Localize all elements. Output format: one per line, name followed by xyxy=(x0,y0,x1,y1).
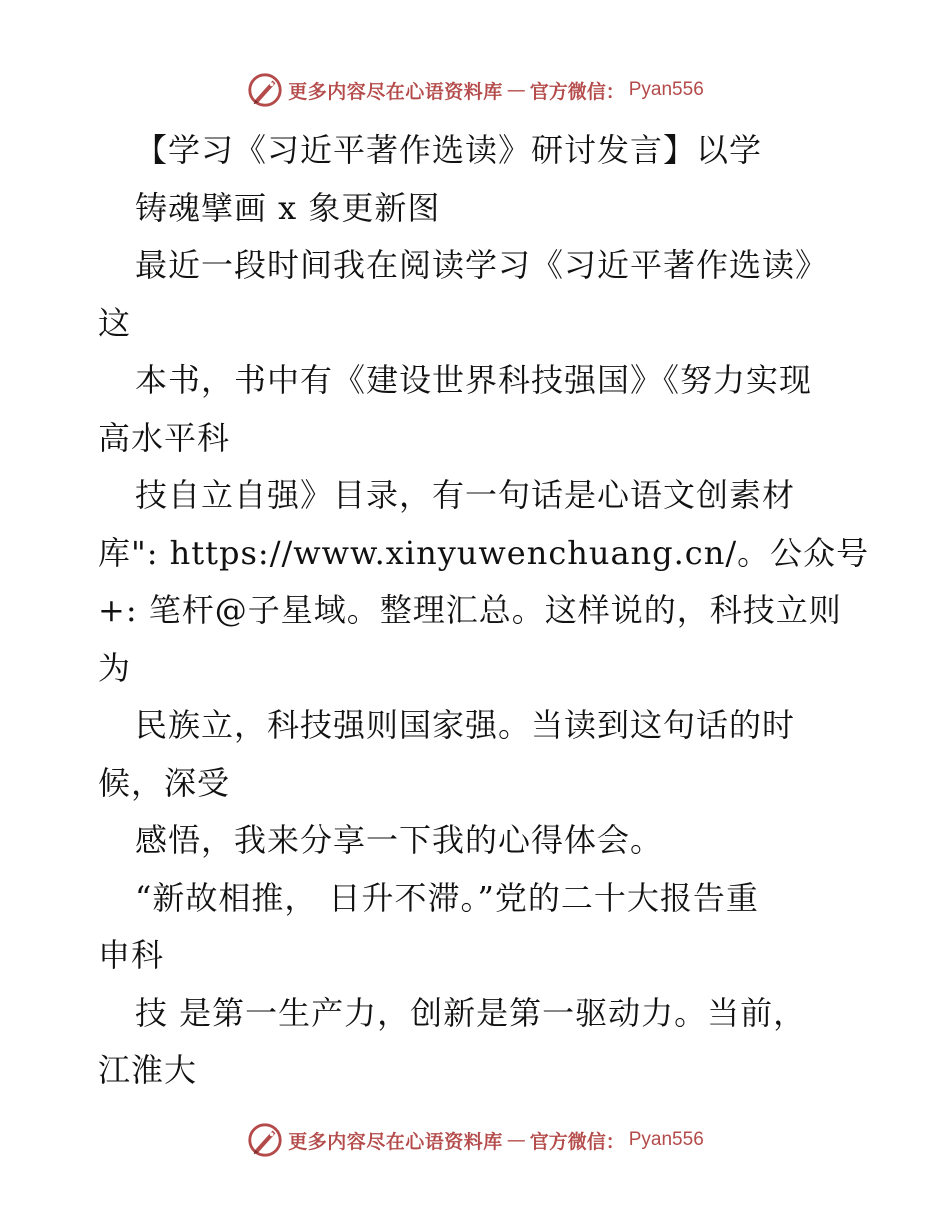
text-line: 技 是第一生产力，创新是第一驱动力。当前， xyxy=(135,993,807,1032)
text-line: 技自立自强》目录，有一句话是心语文创素材 xyxy=(135,476,796,514)
text-line: 本书，书中有《建设世界科技强国》《努力实现 xyxy=(135,361,813,399)
text-line: 库": https://www.xinyuwenchuang.cn/。公众号 xyxy=(98,533,870,572)
text-line: 候，深受 xyxy=(98,763,231,802)
text-line: 为 xyxy=(98,648,132,687)
banner-wechat-id: Pyan556 xyxy=(628,1129,704,1150)
banner-main-text: 更多内容尽在心语资料库 xyxy=(288,80,503,103)
text-line: 申科 xyxy=(98,936,165,974)
banner-wechat-id: Pyan556 xyxy=(628,79,704,100)
quill-logo-icon xyxy=(246,71,284,109)
text-line: 江淮大 xyxy=(98,1051,198,1089)
footer-banner-content xyxy=(246,1121,704,1159)
text-line: “新故相推， 日升不滞。”党的二十大报告重 xyxy=(135,878,759,917)
banner-main-text: 更多内容尽在心语资料库 xyxy=(288,1130,503,1153)
text-line: 最近一段时间我在阅读学习《习近平著作选读》 xyxy=(135,246,829,284)
text-line: 感悟，我来分享一下我的心得体会。 xyxy=(135,821,664,859)
banner-wechat-label: 官方微信： xyxy=(529,80,625,103)
footer-banner xyxy=(0,1120,950,1160)
text-line: 民族立，科技强则国家强。当读到这句话的时 xyxy=(135,706,796,744)
banner-separator: — xyxy=(506,1129,526,1151)
header-banner xyxy=(0,70,950,110)
banner-wechat-label: 官方微信： xyxy=(529,1130,625,1153)
banner-separator: — xyxy=(506,79,526,101)
text-line: 高水平科 xyxy=(98,418,231,457)
document-body xyxy=(98,122,898,1100)
text-line: 【学习《习近平著作选读》研讨发言】以学 xyxy=(135,131,763,169)
text-line: +: 笔杆@子星域。整理汇总。这样说的，科技立则 xyxy=(98,591,842,629)
header-banner-content xyxy=(246,71,704,109)
text-line: 这 xyxy=(98,303,132,342)
text-line: 铸魂擘画 x 象更新图 xyxy=(135,188,441,227)
quill-logo-icon xyxy=(246,1121,284,1159)
